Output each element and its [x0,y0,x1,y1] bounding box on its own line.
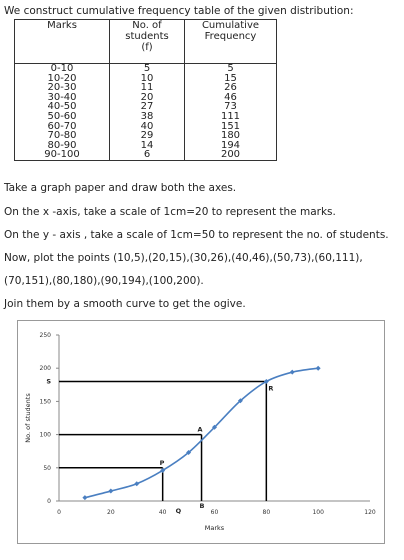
y-axis-label: No. of students [24,393,32,443]
cell-students: 5 [110,64,185,74]
cumulative-frequency-table [14,19,277,161]
cell-cumulative: 200 [185,150,277,160]
header-students: No. of students (f) [110,20,185,64]
x-tick-label: 80 [262,509,271,516]
cell-students: 27 [110,102,185,112]
cell-marks: 90-100 [15,150,110,160]
guide-foot-label: B [199,502,205,510]
cell-cumulative: 194 [185,141,277,151]
x-tick-label: 100 [312,509,324,516]
cell-students: 10 [110,74,185,84]
cell-cumulative: 46 [185,93,277,103]
header-cumulative: Cumulative Frequency [185,20,277,64]
data-point-marker [108,489,113,494]
data-point-marker [290,370,295,375]
table-header-row [15,20,277,64]
table-row [15,150,277,160]
cell-students: 40 [110,122,185,132]
cell-students: 6 [110,150,185,160]
x-axis-label: Marks [204,524,225,532]
cell-marks: 30-40 [15,93,110,103]
step-3: On the y - axis , take a scale of 1cm=50 to represent the no. of students. [4,229,389,241]
cell-marks: 80-90 [15,141,110,151]
y-tick-label: 250 [39,332,51,339]
cell-cumulative: 73 [185,102,277,112]
cell-cumulative: 5 [185,64,277,74]
cell-students: 11 [110,83,185,93]
cell-cumulative: 111 [185,112,277,122]
ogive-chart-svg [18,321,384,543]
cell-cumulative: 26 [185,83,277,93]
y-tick-label: 150 [39,398,51,406]
intro-text: We construct cumulative frequency table of the given distribution: [4,5,354,17]
cell-students: 29 [110,131,185,141]
guide-point-label: P [159,458,165,467]
cell-marks: 70-80 [15,131,110,141]
y-tick-label: 50 [43,464,51,472]
x-tick-label: 20 [107,509,115,516]
guide-point-label: A [197,425,203,434]
step-1: Take a graph paper and draw both the axes. [4,182,237,194]
data-point-marker [134,481,139,486]
y-tick-label: 0 [47,498,51,505]
cell-cumulative: 180 [185,131,277,141]
cell-marks: 20-30 [15,83,110,93]
cell-marks: 50-60 [15,112,110,122]
guide-axis-label: S [46,377,51,386]
step-6: Join them by a smooth curve to get the ogive. [4,298,246,310]
step-5: (70,151),(80,180),(90,194),(100,200). [4,275,204,287]
cell-marks: 0-10 [15,64,110,74]
step-4: Now, plot the points (10,5),(20,15),(30,26),(40,46),(50,73),(60,111), [4,252,363,264]
x-tick-label: 60 [210,509,219,516]
cell-students: 38 [110,112,185,122]
data-point-marker [316,366,321,371]
cell-students: 20 [110,93,185,103]
header-marks: Marks [15,20,110,64]
cell-marks: 60-70 [15,122,110,132]
ogive-chart [17,320,385,544]
data-point-marker [82,495,87,500]
cell-students: 14 [110,141,185,151]
x-tick-label: 40 [158,509,167,516]
y-tick-label: 200 [39,365,51,373]
x-tick-label: 120 [364,509,376,516]
y-tick-label: 100 [39,431,51,439]
cell-marks: 10-20 [15,74,110,84]
step-2: On the x -axis, take a scale of 1cm=20 to represent the marks. [4,206,336,218]
guide-point-label: R [268,384,274,393]
x-tick-label: 0 [57,509,61,516]
guide-foot-label: Q [175,507,182,515]
cell-cumulative: 15 [185,74,277,84]
cell-marks: 40-50 [15,102,110,112]
cell-cumulative: 151 [185,122,277,132]
